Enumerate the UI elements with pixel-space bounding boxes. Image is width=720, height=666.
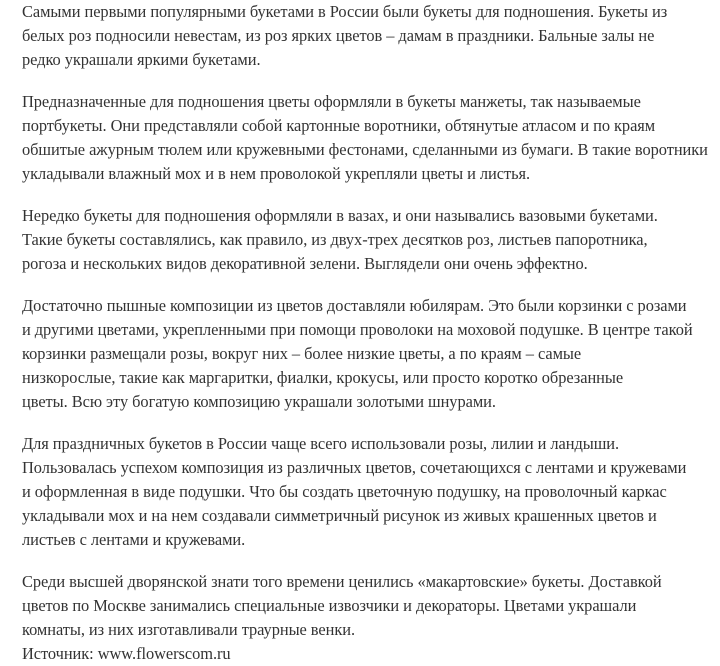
text-line: Предназначенные для подношения цветы оформляли в букеты манжеты, так называемые [22, 92, 641, 111]
text-line: цветов по Москве занимались специальные извозчики и декораторы. Цветами украшали [22, 596, 637, 615]
text-line: Самыми первыми популярными букетами в России были букеты для подношения. Букеты из [22, 2, 668, 21]
paragraph-spacer [22, 276, 720, 294]
paragraph-makart-bouquets [22, 570, 720, 642]
paragraph-spacer [22, 186, 720, 204]
text-line: листьев с лентами и кружевами. [22, 530, 246, 549]
text-line: обшитые ажурным тюлем или кружевными фестонами, сделанными из бумаги. В такие воротники [22, 140, 708, 159]
paragraph-spacer [22, 72, 720, 90]
paragraph-portbouquets [22, 90, 720, 186]
text-line: укладывали мох и на нем создавали симметричный рисунок из живых крашенных цветов и [22, 506, 657, 525]
source-credit: Источник: www.flowerscom.ru [22, 644, 231, 663]
text-line: Среди высшей дворянской знати того времени ценились «макартовские» букеты. Доставкой [22, 572, 662, 591]
text-line: Для праздничных букетов в России чаще всего использовали розы, лилии и ландыши. [22, 434, 620, 453]
paragraph-holiday-bouquets [22, 432, 720, 552]
text-line: портбукеты. Они представляли собой картонные воротники, обтянутые атласом и по краям [22, 116, 656, 135]
paragraph-spacer [22, 552, 720, 570]
text-line: и другими цветами, укрепленными при помощи проволоки на моховой подушке. В центре такой [22, 320, 693, 339]
text-line: Нередко букеты для подношения оформляли в вазах, и они назывались вазовыми букетами. [22, 206, 658, 225]
paragraph-bouquets-for-presentation [22, 0, 720, 72]
text-line: корзинки размещали розы, вокруг них – более низкие цветы, а по краям – самые [22, 344, 582, 363]
text-line: Пользовалась успехом композиция из различных цветов, сочетающихся с лентами и кружевами [22, 458, 687, 477]
text-line: редко украшали яркими букетами. [22, 50, 261, 69]
text-line: рогоза и нескольких видов декоративной зелени. Выглядели они очень эффектно. [22, 254, 588, 273]
text-line: комнаты, из них изготавливали траурные венки. [22, 620, 356, 639]
article [22, 0, 720, 666]
text-line: низкорослые, такие как маргаритки, фиалки, крокусы, или просто коротко обрезанные [22, 368, 624, 387]
text-line: цветы. Всю эту богатую композицию украшали золотыми шнурами. [22, 392, 496, 411]
text-line: Достаточно пышные композиции из цветов доставляли юбилярам. Это были корзинки с розами [22, 296, 687, 315]
paragraph-spacer [22, 414, 720, 432]
text-line: и оформленная в виде подушки. Что бы создать цветочную подушку, на проволочный каркас [22, 482, 667, 501]
text-line: Такие букеты составлялись, как правило, из двух-трех десятков роз, листьев папоротника, [22, 230, 648, 249]
text-line: укладывали влажный мох и в нем проволокой укрепляли цветы и листья. [22, 164, 531, 183]
paragraph-vase-bouquets [22, 204, 720, 276]
paragraph-anniversary-baskets [22, 294, 720, 414]
text-line: белых роз подносили невестам, из роз ярких цветов – дамам в праздники. Бальные залы не [22, 26, 655, 45]
